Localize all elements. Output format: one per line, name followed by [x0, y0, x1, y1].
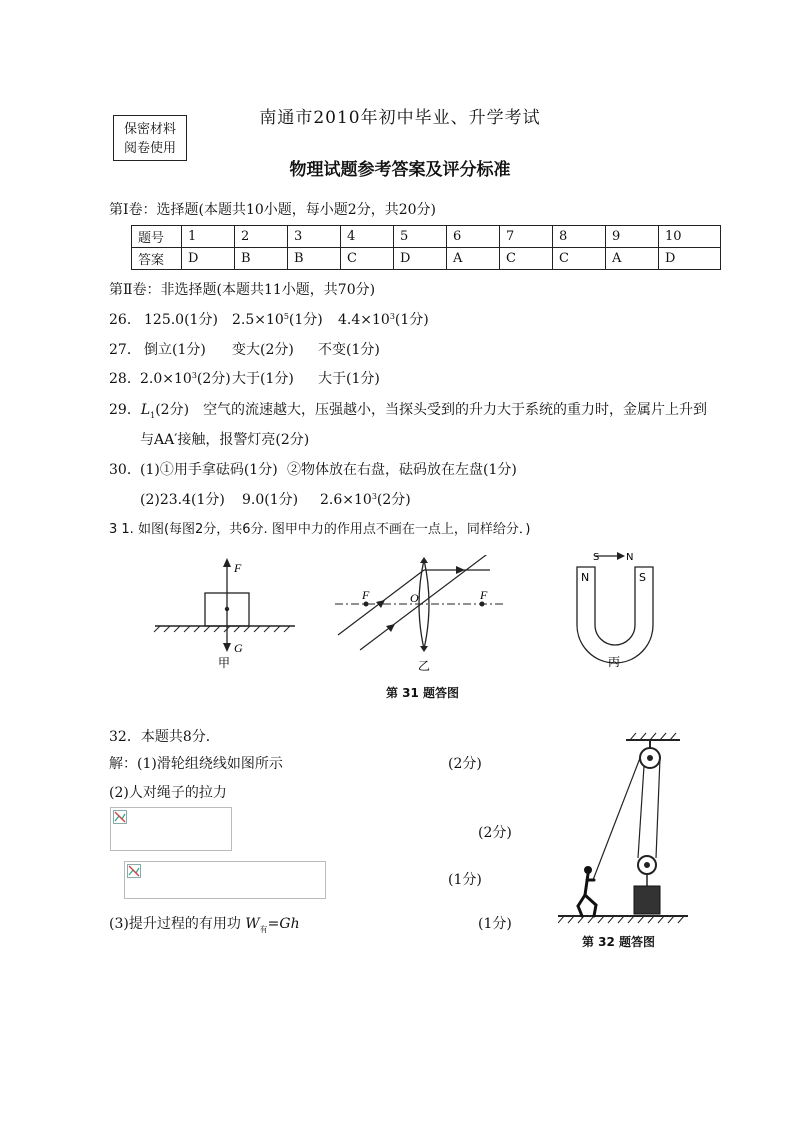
- fig-bing-label: 丙: [608, 655, 621, 669]
- broken-image-icon: [127, 864, 141, 878]
- person-figure: [578, 866, 596, 916]
- table-cell: 1: [182, 226, 235, 248]
- fig-jia-G: G: [234, 641, 243, 655]
- q29-var: L: [140, 402, 151, 418]
- q26-c-tail: (1分): [394, 312, 429, 328]
- fig-yi-F2: F: [480, 588, 488, 602]
- q26-answer-a: 125.0(1分): [144, 312, 218, 328]
- table-cell: C: [553, 248, 606, 270]
- fig-yi-label: 乙: [418, 659, 431, 673]
- fig-bing-N-top: N: [626, 552, 634, 563]
- table-cell: D: [659, 248, 721, 270]
- q32-l5-eq: =: [267, 916, 280, 932]
- q28-answer-c: 大于(1分): [318, 371, 380, 387]
- q28-a-exp: 3: [191, 371, 197, 380]
- q28-number: 28．: [109, 371, 141, 387]
- table-cell: 答案: [132, 248, 182, 270]
- fig-jia-label: 甲: [218, 656, 231, 670]
- page-subtitle: 物理试题参考答案及评分标准: [289, 160, 511, 180]
- q30-line2a: (2)23.4(1分): [140, 492, 225, 508]
- q26-answer-c: [338, 309, 429, 329]
- q30-c-base: 2.6×10: [320, 492, 372, 508]
- q26-b-tail: (1分): [288, 312, 323, 328]
- part2-heading: 第Ⅱ卷：非选择题(本题共11小题，共70分): [109, 282, 376, 298]
- formula-image-placeholder: [124, 861, 326, 899]
- q29-text1: 空气的流速越大，压强越小，当探头受到的升力大于系统的重力时，金属片上升到: [203, 402, 708, 418]
- figure-32-pulley: [558, 730, 698, 930]
- answer-table: [131, 225, 721, 270]
- q26-b-exp: 5: [283, 312, 289, 321]
- table-cell: D: [182, 248, 235, 270]
- table-cell: C: [341, 248, 394, 270]
- q30-line2c: [320, 489, 411, 509]
- q28-answer-b: 大于(1分): [232, 371, 294, 387]
- q26-b-base: 2.5×10: [232, 312, 284, 328]
- figure-32-caption: 第 32 题答图: [582, 935, 656, 949]
- q27-answer-a: 倒立(1分): [144, 342, 206, 358]
- q28-a-base: 2.0×10: [140, 371, 192, 387]
- q26-answer-b: [232, 309, 323, 329]
- figure-31-bing: [565, 545, 665, 670]
- fig-jia-F: F: [234, 561, 242, 575]
- q27-number: 27．: [109, 342, 141, 358]
- q29-score: (2分): [155, 402, 190, 418]
- table-cell: 6: [447, 226, 500, 248]
- q26-c-base: 4.4×10: [338, 312, 390, 328]
- table-cell: 5: [394, 226, 447, 248]
- fig-bing-N-left: N: [581, 571, 590, 584]
- q29-line1: [109, 399, 707, 420]
- table-cell: 8: [553, 226, 606, 248]
- table-cell: 3: [288, 226, 341, 248]
- q32-line2: (2)人对绳子的拉力: [109, 785, 227, 801]
- q32-heading: 32．本题共8分．: [109, 729, 220, 745]
- page-title: 南通市2010年初中毕业、升学考试: [259, 108, 541, 128]
- broken-image-icon: [113, 810, 127, 824]
- part1-heading: 第Ⅰ卷：选择题(本题共10小题，每小题2分，共20分): [109, 202, 436, 218]
- table-cell: 4: [341, 226, 394, 248]
- q29-line2: 与AA′接触，报警灯亮(2分): [140, 432, 310, 448]
- q32-line5: [109, 913, 300, 935]
- q32-l5-sub: 有: [259, 924, 268, 934]
- q31-text: 3 1. 如图(每图2分，共6分. 图甲中力的作用点不画在一点上，同样给分．): [109, 522, 531, 537]
- formula-image-placeholder: [110, 807, 232, 851]
- q27-answer-c: 不变(1分): [318, 342, 380, 358]
- q30-number: 30．: [109, 462, 141, 478]
- figure-31-caption: 第 31 题答图: [386, 686, 460, 700]
- q30-c-tail: (2分): [376, 492, 411, 508]
- q30-c-exp: 3: [371, 492, 377, 501]
- table-cell: A: [606, 248, 659, 270]
- q30-line1a: (1)①用手拿砝码(1分): [140, 462, 278, 478]
- table-row-numbers: [132, 226, 721, 248]
- q32-line4-score: (1分): [448, 872, 482, 888]
- table-cell: 10: [659, 226, 721, 248]
- q32-line1: 解：(1)滑轮组绕线如图所示: [109, 756, 283, 772]
- q30-line1b: ②物体放在右盘，砝码放在左盘(1分): [287, 462, 517, 478]
- table-cell: B: [288, 248, 341, 270]
- figure-31-yi: [330, 555, 510, 675]
- q32-line1-score: (2分): [448, 756, 482, 772]
- q29-sub: 1: [150, 410, 156, 420]
- table-cell: B: [235, 248, 288, 270]
- table-cell: 题号: [132, 226, 182, 248]
- stamp-line1: 保密材料: [123, 122, 176, 137]
- q26-number: 26．: [109, 312, 141, 328]
- table-cell: A: [447, 248, 500, 270]
- q32-l5-pre: (3)提升过程的有用功: [109, 916, 246, 932]
- table-cell: D: [394, 248, 447, 270]
- table-cell: 7: [500, 226, 553, 248]
- table-cell: 2: [235, 226, 288, 248]
- table-cell: 9: [606, 226, 659, 248]
- stamp-line2: 阅卷使用: [123, 141, 176, 156]
- q32-l5-Gh: Gh: [279, 916, 300, 932]
- q32-l5-W: W: [245, 916, 260, 932]
- q32-line3-score: (2分): [478, 825, 512, 841]
- q28-a-tail: (2分): [196, 371, 231, 387]
- q30-line2b: 9.0(1分): [242, 492, 299, 508]
- table-cell: C: [500, 248, 553, 270]
- fig-yi-O: O: [410, 591, 419, 605]
- q28-answer-a: [140, 368, 231, 388]
- q29-number: 29．: [109, 402, 141, 418]
- fig-bing-S-right: S: [639, 571, 646, 584]
- fig-bing-S-top: S: [593, 552, 600, 563]
- figure-31-jia: [150, 550, 300, 670]
- fig-yi-F1: F: [362, 588, 370, 602]
- q32-line5-score: (1分): [478, 916, 512, 932]
- table-row-answers: [132, 248, 721, 270]
- q26-c-exp: 3: [389, 312, 395, 321]
- q27-answer-b: 变大(2分): [232, 342, 294, 358]
